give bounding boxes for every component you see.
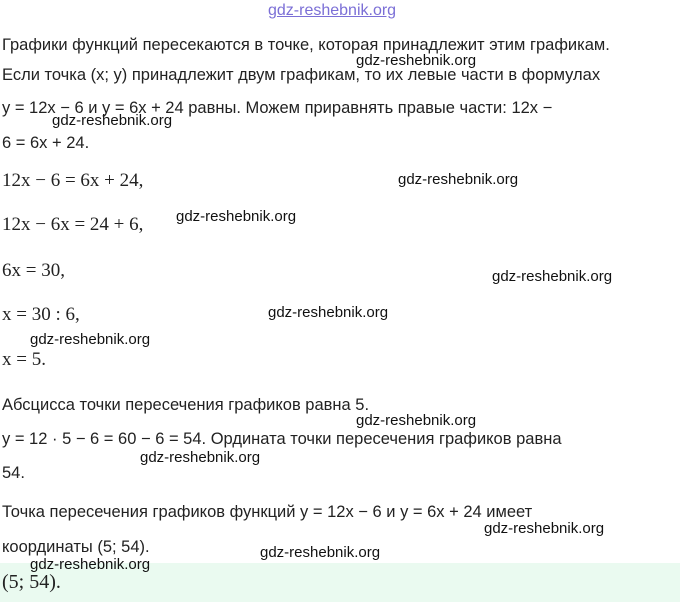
step-3: 6x = 30, xyxy=(2,260,65,281)
conclusion-line2: координаты (5; 54). xyxy=(2,538,150,556)
step-5: x = 5. xyxy=(2,349,46,370)
ordinate-line2: 54. xyxy=(2,464,25,482)
watermark: gdz-reshebnik.org xyxy=(268,304,389,321)
answer-text: (5; 54). xyxy=(2,571,61,593)
watermark: gdz-reshebnik.org xyxy=(52,112,173,129)
watermark: gdz-reshebnik.org xyxy=(492,268,613,285)
step-4: x = 30 : 6, xyxy=(2,304,80,325)
watermark: gdz-reshebnik.org xyxy=(30,331,151,348)
paragraph1-line4: 6 = 6x + 24. xyxy=(2,134,90,152)
step-1: 12x − 6 = 6x + 24, xyxy=(2,170,144,191)
paragraph1-line2: Если точка (x; y) принадлежит двум графикам, то их левые части в формулах xyxy=(2,66,601,84)
step-2: 12x − 6x = 24 + 6, xyxy=(2,214,144,235)
watermark: gdz-reshebnik.org xyxy=(356,52,477,69)
watermark: gdz-reshebnik.org xyxy=(398,171,519,188)
site-link[interactable]: gdz-reshebnik.org xyxy=(268,2,397,19)
watermark: gdz-reshebnik.org xyxy=(140,449,261,466)
watermark: gdz-reshebnik.org xyxy=(356,412,477,429)
watermark: gdz-reshebnik.org xyxy=(260,544,381,561)
watermark: gdz-reshebnik.org xyxy=(484,520,605,537)
watermark: gdz-reshebnik.org xyxy=(176,208,297,225)
ordinate-line1: y = 12 · 5 − 6 = 60 − 6 = 54. Ордината точки пересечения графиков равна xyxy=(2,430,562,448)
watermark: gdz-reshebnik.org xyxy=(30,556,151,573)
paragraph1-line3: y = 12x − 6 и y = 6x + 24 равны. Можем приравнять правые части: 12x − xyxy=(2,99,553,117)
paragraph1-line1: Графики функций пересекаются в точке, которая принадлежит этим графикам. xyxy=(2,36,610,54)
conclusion-line1: Точка пересечения графиков функций y = 12x − 6 и y = 6x + 24 имеет xyxy=(2,503,533,521)
abscissa-text: Абсцисса точки пересечения графиков равна 5. xyxy=(2,396,370,414)
